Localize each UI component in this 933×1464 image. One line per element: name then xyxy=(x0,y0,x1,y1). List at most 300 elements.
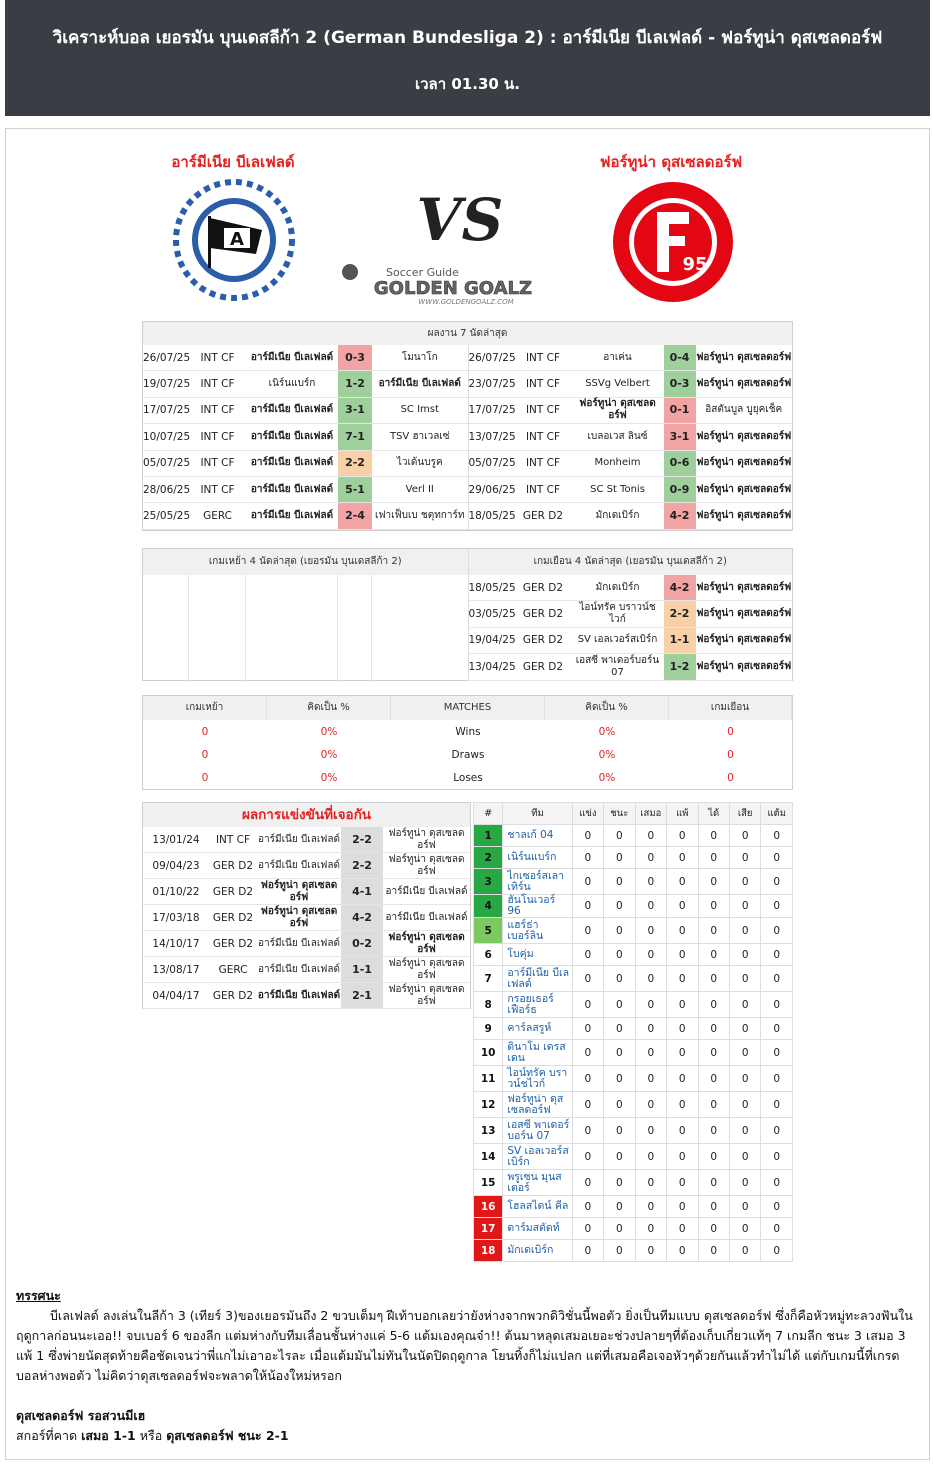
h2h-date: 13/08/17 xyxy=(152,963,200,976)
h2h-row xyxy=(143,879,470,905)
match-competition: INT CF xyxy=(200,457,235,470)
match-team1: SSVg Velbert xyxy=(585,378,650,390)
home-logo-letter: A xyxy=(230,229,244,250)
match-date: 03/05/25 xyxy=(468,608,516,621)
standings-stat: 0 xyxy=(761,1066,793,1092)
standings-position: 15 xyxy=(474,1170,503,1196)
match-date: 05/07/25 xyxy=(143,457,191,470)
standings-team-link[interactable]: ไอน์ทรัค บราวน์ชไวก์ xyxy=(503,1066,572,1092)
standings-col-header: แต้ม xyxy=(761,803,793,825)
match-date: 10/07/25 xyxy=(143,430,191,443)
standings-stat: 0 xyxy=(729,825,760,847)
standings-stat: 0 xyxy=(604,847,635,869)
h2h-row xyxy=(143,853,470,879)
standings-team-link[interactable]: ฟอร์ทูน่า ดุสเซลดอร์ฟ xyxy=(503,1092,572,1118)
standings-stat: 0 xyxy=(761,1218,793,1240)
match-team2: ฟอร์ทูน่า ดุสเซลดอร์ฟ xyxy=(696,608,792,620)
standings-stat: 0 xyxy=(698,1170,729,1196)
standings-team-link[interactable]: ดาร์มสตัดท์ xyxy=(503,1218,572,1240)
standings-stat: 0 xyxy=(635,944,666,966)
h2h-team1: อาร์มีเนีย บีเลเฟลด์ xyxy=(258,937,340,949)
standings-team-link[interactable]: ชาลเก้ 04 xyxy=(503,825,572,847)
standings-stat: 0 xyxy=(572,895,603,918)
standings-stat: 0 xyxy=(635,918,666,944)
h2h-team2: ฟอร์ทูน่า ดุสเซลดอร์ฟ xyxy=(388,853,465,877)
match-row xyxy=(469,575,793,601)
match-date: 26/07/25 xyxy=(468,351,516,364)
match-competition: INT CF xyxy=(525,430,561,443)
standings-stat: 0 xyxy=(572,1066,603,1092)
standings-stat: 0 xyxy=(698,944,729,966)
vs-text: VS xyxy=(416,188,504,248)
standings-stat: 0 xyxy=(667,1240,698,1262)
standings-stat: 0 xyxy=(761,825,793,847)
standings-row xyxy=(474,1144,793,1170)
match-date: 17/07/25 xyxy=(468,404,516,417)
stats-col-header: คิดเป็น % xyxy=(267,696,391,720)
standings-stat: 0 xyxy=(698,1240,729,1262)
match-team2: SC Imst xyxy=(400,404,439,416)
standings-stat: 0 xyxy=(698,992,729,1018)
standings-stat: 0 xyxy=(729,918,760,944)
standings-row xyxy=(474,1170,793,1196)
match-team1: Monheim xyxy=(594,457,641,469)
stats-row xyxy=(143,766,792,789)
standings-stat: 0 xyxy=(729,1170,760,1196)
h2h-date: 17/03/18 xyxy=(152,911,200,924)
standings-stat: 0 xyxy=(604,966,635,992)
match-score: 1-1 xyxy=(664,628,696,653)
h2h-title: ผลการแข่งขันที่เจอกัน xyxy=(143,803,470,827)
match-team1: อาเค่น xyxy=(603,351,632,363)
stats-row xyxy=(143,743,792,766)
standings-col-header: # xyxy=(474,803,503,825)
match-row xyxy=(469,601,793,627)
standings-col-header: ได้ xyxy=(698,803,729,825)
kickoff-time: เวลา 01.30 น. xyxy=(414,75,520,93)
standings-stat: 0 xyxy=(761,895,793,918)
stats-hp: 0% xyxy=(320,748,338,761)
standings-stat: 0 xyxy=(729,1018,760,1040)
match-row xyxy=(469,628,793,654)
standings-stat: 0 xyxy=(604,1040,635,1066)
h2h-panel xyxy=(142,802,471,1009)
standings-position: 2 xyxy=(474,847,503,869)
standings-team-link[interactable]: คาร์ลสรูห์ xyxy=(503,1018,572,1040)
match-score: 0-4 xyxy=(664,345,696,370)
match-competition: GER D2 xyxy=(522,608,564,621)
last7-panel xyxy=(142,321,793,531)
standings-stat: 0 xyxy=(667,992,698,1018)
h2h-team1: อาร์มีเนีย บีเลเฟลด์ xyxy=(257,989,341,1001)
vs-badge xyxy=(410,188,510,248)
analysis-body: บีเลเฟลด์ ลงเล่นในลีก้า 3 (เทียร์ 3)ของเยอรมันถึง 2 ขวบเต็มๆ ฝีเท้าบอกเลยว่ายังห่างจากพวกดิวิชั่นนี้พอตัว ยิ่งเป็นทีมแบบ ดุสเซลดอร์ฟ ซึ่งก็คือหัวหมู่ทะลวงฟันในฤดูกาลก่อนนะเออ!! จบเบอร์ 6 ของลีก แต่มห่างกับทีมเลื่อนชั้นห่างแค่ 5-6 แต้มเองคุณจ๋า!! ต้นมาหลุดเสมอเยอะช่วงปลายๆที่ต้องเก็บเกี่ยวแท้ๆ 7 เกมลีก ชนะ 3 เสมอ 3 แพ้ 1 ซึ่งพ่ายนัดสุดท้ายคือชัดเจนว่าพี่แกไม่เอาอะไรละ เมื่อแต้มมันไม่ทันในนัดปิดฤดูกาล โยนทิ้งก็ไม่แปลก แต่ที่เสมอคือเจอหัวๆด้วยกันแล้วทำไม่ได้ แต่กับเกมนี้ที่เกรดบอลห่างพอตัว ไม่คิดว่าดุสเซลดอร์ฟจะพลาดให้น้องใหม่หรอก xyxy=(16,1308,913,1383)
standings-stat: 0 xyxy=(761,944,793,966)
match-team2: ฟอร์ทูน่า ดุสเซลดอร์ฟ xyxy=(696,634,792,646)
match-competition: INT CF xyxy=(200,483,235,496)
standings-stat: 0 xyxy=(729,847,760,869)
match-date: 18/05/25 xyxy=(468,510,516,523)
standings-stat: 0 xyxy=(635,1040,666,1066)
match-row xyxy=(469,503,793,529)
h2h-score: 1-1 xyxy=(341,957,383,982)
standings-stat: 0 xyxy=(698,1092,729,1118)
away-team-logo xyxy=(609,180,737,304)
match-competition: INT CF xyxy=(525,378,561,391)
standings-table xyxy=(473,802,793,1262)
standings-team-link[interactable]: เนิร์นแบร์ก xyxy=(503,847,572,869)
standings-stat: 0 xyxy=(761,966,793,992)
match-row xyxy=(143,424,468,450)
match-team1: อาร์มีเนีย บีเลเฟลด์ xyxy=(250,457,334,469)
standings-position: 3 xyxy=(474,869,503,895)
standings-stat: 0 xyxy=(572,1218,603,1240)
h2h-score: 2-2 xyxy=(341,853,383,878)
standings-stat: 0 xyxy=(572,1092,603,1118)
standings-col-header: แพ้ xyxy=(667,803,698,825)
standings-team-link[interactable]: โบคุ่ม xyxy=(503,944,572,966)
match-row xyxy=(469,398,793,424)
standings-stat: 0 xyxy=(729,944,760,966)
match-team1: SC St Tonis xyxy=(590,483,645,495)
standings-stat: 0 xyxy=(698,869,729,895)
home-team-name: อาร์มีเนีย บีเลเฟลด์ xyxy=(171,153,295,171)
h2h-date: 13/01/24 xyxy=(152,833,200,846)
analysis-heading: ทรรศนะ xyxy=(16,1288,61,1303)
h2h-date: 04/04/17 xyxy=(152,989,200,1002)
h2h-date: 01/10/22 xyxy=(152,885,200,898)
match-team2: อาร์มีเนีย บีเลเฟลด์ xyxy=(378,378,461,390)
match-row xyxy=(143,371,468,397)
standings-stat: 0 xyxy=(572,944,603,966)
h2h-row xyxy=(143,931,470,957)
standings-stat: 0 xyxy=(572,992,603,1018)
stats-hp: 0% xyxy=(320,725,338,738)
standings-stat: 0 xyxy=(667,847,698,869)
match-team1: อาร์มีเนีย บีเลเฟลด์ xyxy=(250,404,334,416)
last4-home-title: เกมเหย้า 4 นัดล่าสุด (เยอรมัน บุนเดสลีก้า 2) xyxy=(143,549,469,575)
standings-position: 10 xyxy=(474,1040,503,1066)
match-date: 19/04/25 xyxy=(468,634,516,647)
match-score: 0-3 xyxy=(338,345,372,370)
match-row xyxy=(143,398,468,424)
page-title: วิเคราะห์บอล เยอรมัน บุนเดสลีก้า 2 (German Bundesliga 2) : อาร์มีเนีย บีเลเฟลด์ - ฟอร์ทูน่า ดุสเซลดอร์ฟ xyxy=(52,28,883,48)
standings-row xyxy=(474,825,793,847)
stats-h: 0 xyxy=(201,748,209,761)
standings-stat: 0 xyxy=(761,847,793,869)
h2h-team1: ฟอร์ทูน่า ดุสเซลดอร์ฟ xyxy=(260,905,338,929)
standings-stat: 0 xyxy=(667,944,698,966)
standings-stat: 0 xyxy=(667,869,698,895)
standings-stat: 0 xyxy=(604,895,635,918)
standings-stat: 0 xyxy=(761,992,793,1018)
standings-stat: 0 xyxy=(604,1018,635,1040)
match-row xyxy=(469,654,793,680)
stats-label: Draws xyxy=(451,748,485,761)
match-team2: Verl II xyxy=(405,483,434,495)
standings-row xyxy=(474,1218,793,1240)
standings-team-link[interactable]: กรอยเธอร์ เฟือร์ธ xyxy=(503,992,572,1018)
standings-stat: 0 xyxy=(667,1218,698,1240)
standings-team-link[interactable]: โฮลสไตน์ คีล xyxy=(503,1196,572,1218)
standings-position: 5 xyxy=(474,918,503,944)
standings-stat: 0 xyxy=(635,869,666,895)
away-team-name: ฟอร์ทูน่า ดุสเซลดอร์ฟ xyxy=(599,153,743,171)
standings-team-link[interactable]: เอสซี พาเดอร์บอร์น 07 xyxy=(503,1118,572,1144)
standings-team-link[interactable]: แฮร์ธ่า เบอร์ลิน xyxy=(503,918,572,944)
standings-stat: 0 xyxy=(572,869,603,895)
standings-row xyxy=(474,1018,793,1040)
h2h-team2: ฟอร์ทูน่า ดุสเซลดอร์ฟ xyxy=(388,957,465,981)
match-competition: GERC xyxy=(203,510,232,523)
h2h-competition: GER D2 xyxy=(212,989,254,1002)
last7-title: ผลงาน 7 นัดล่าสุด xyxy=(143,322,792,345)
match-date: 28/06/25 xyxy=(143,483,191,496)
standings-stat: 0 xyxy=(761,1118,793,1144)
h2h-team2: อาร์มีเนีย บีเลเฟลด์ xyxy=(385,885,468,897)
last4-panel xyxy=(142,548,793,681)
standings-team-link[interactable]: มักเดเบิร์ก xyxy=(503,1240,572,1262)
watermark-logo xyxy=(336,260,570,306)
standings-stat: 0 xyxy=(572,966,603,992)
match-score: 0-1 xyxy=(664,398,696,423)
standings-team-link[interactable]: SV เอลเวอร์สเบิร์ก xyxy=(503,1144,572,1170)
match-team2: ไวเด้นบรูค xyxy=(396,457,443,469)
stats-label: Loses xyxy=(453,771,483,784)
standings-stat: 0 xyxy=(761,1240,793,1262)
standings-stat: 0 xyxy=(604,944,635,966)
standings-stat: 0 xyxy=(604,918,635,944)
predicted-score-b: ดุสเซลดอร์ฟ ชนะ 2-1 xyxy=(166,1428,289,1443)
standings-stat: 0 xyxy=(604,1144,635,1170)
standings-stat: 0 xyxy=(761,1092,793,1118)
standings-stat: 0 xyxy=(635,1170,666,1196)
standings-stat: 0 xyxy=(729,1218,760,1240)
match-team2: ฟอร์ทูน่า ดุสเซลดอร์ฟ xyxy=(696,351,792,363)
standings-stat: 0 xyxy=(729,1118,760,1144)
match-team2: อิสตันบูล บูยุคเช็ค xyxy=(705,404,783,416)
watermark-main: GOLDEN GOALZ xyxy=(373,278,533,299)
standings-stat: 0 xyxy=(729,1144,760,1170)
standings-col-header: เสมอ xyxy=(635,803,666,825)
standings-team-link[interactable]: ไกเซอร์สเลาเทิร์น xyxy=(503,869,572,895)
standings-col-header: ทีม xyxy=(503,803,572,825)
predicted-score-label: สกอร์ที่คาด xyxy=(16,1428,78,1443)
match-team1: อาร์มีเนีย บีเลเฟลด์ xyxy=(250,351,334,363)
match-team2: TSV ฮาเวลเซ่ xyxy=(389,430,450,442)
standings-stat: 0 xyxy=(635,1144,666,1170)
match-score: 2-2 xyxy=(664,601,696,626)
standings-stat: 0 xyxy=(698,918,729,944)
predicted-score-a: เสมอ 1-1 xyxy=(81,1428,136,1443)
standings-stat: 0 xyxy=(761,1196,793,1218)
match-score: 0-3 xyxy=(664,371,696,396)
standings-col-header: ชนะ xyxy=(604,803,635,825)
standings-position: 13 xyxy=(474,1118,503,1144)
h2h-team2: ฟอร์ทูน่า ดุสเซลดอร์ฟ xyxy=(388,931,465,955)
h2h-score: 2-2 xyxy=(341,827,383,852)
last4-home-list xyxy=(143,575,469,681)
standings-row xyxy=(474,869,793,895)
match-team1: มักเดเบิร์ก xyxy=(595,581,640,593)
standings-stat: 0 xyxy=(635,1240,666,1262)
stats-a: 0 xyxy=(727,725,734,738)
standings-row xyxy=(474,895,793,918)
h2h-team2: อาร์มีเนีย บีเลเฟลด์ xyxy=(385,911,468,923)
match-row xyxy=(143,345,468,371)
standings-stat: 0 xyxy=(635,966,666,992)
match-score: 4-2 xyxy=(664,575,696,600)
h2h-competition: INT CF xyxy=(215,833,251,846)
standings-row xyxy=(474,1066,793,1092)
standings-team-link[interactable]: ฮันโนเวอร์ 96 xyxy=(503,895,572,918)
standings-row xyxy=(474,847,793,869)
standings-stat: 0 xyxy=(761,1170,793,1196)
match-team1: ฟอร์ทูน่า ดุสเซลดอร์ฟ xyxy=(579,398,656,422)
stats-a: 0 xyxy=(727,771,734,784)
h2h-team1: อาร์มีเนีย บีเลเฟลด์ xyxy=(258,963,340,975)
h2h-team1: ฟอร์ทูน่า ดุสเซลดอร์ฟ xyxy=(260,879,338,903)
home-team-logo xyxy=(172,178,296,302)
standings-stat: 0 xyxy=(572,918,603,944)
standings-stat: 0 xyxy=(698,1018,729,1040)
standings-team-link[interactable]: ดินาโม เดรสเดน xyxy=(503,1040,572,1066)
last7-away-list xyxy=(469,345,793,530)
match-team2: ฟอร์ทูน่า ดุสเซลดอร์ฟ xyxy=(696,457,792,469)
standings-stat: 0 xyxy=(604,1196,635,1218)
standings-stat: 0 xyxy=(761,1040,793,1066)
standings-position: 16 xyxy=(474,1196,503,1218)
standings-stat: 0 xyxy=(698,1118,729,1144)
match-score: 2-4 xyxy=(338,503,372,528)
match-competition: INT CF xyxy=(525,404,561,417)
standings-stat: 0 xyxy=(729,1240,760,1262)
standings-team-link[interactable]: อาร์มีเนีย บีเลเฟลด์ xyxy=(503,966,572,992)
stats-a: 0 xyxy=(727,748,734,761)
match-score: 7-1 xyxy=(338,424,372,449)
standings-stat: 0 xyxy=(698,966,729,992)
match-row xyxy=(143,503,468,529)
match-score: 2-2 xyxy=(338,451,372,476)
match-competition: GER D2 xyxy=(522,581,564,594)
standings-position: 4 xyxy=(474,895,503,918)
standings-stat: 0 xyxy=(635,1092,666,1118)
standings-position: 7 xyxy=(474,966,503,992)
standings-stat: 0 xyxy=(729,1196,760,1218)
standings-stat: 0 xyxy=(667,1144,698,1170)
match-date: 05/07/25 xyxy=(468,457,516,470)
match-score: 1-2 xyxy=(338,371,372,396)
standings-stat: 0 xyxy=(572,1040,603,1066)
standings-stat: 0 xyxy=(635,1018,666,1040)
standings-stat: 0 xyxy=(729,1066,760,1092)
match-date: 13/04/25 xyxy=(468,660,516,673)
standings-stat: 0 xyxy=(604,1240,635,1262)
match-row xyxy=(143,451,468,477)
h2h-team1: อาร์มีเนีย บีเลเฟลด์ xyxy=(258,833,340,845)
standings-stat: 0 xyxy=(635,895,666,918)
standings-stat: 0 xyxy=(667,825,698,847)
match-competition: INT CF xyxy=(200,430,235,443)
standings-team-link[interactable]: พรูเซน มุนสเตอร์ xyxy=(503,1170,572,1196)
standings-stat: 0 xyxy=(572,1144,603,1170)
standings-stat: 0 xyxy=(698,1144,729,1170)
stats-col-header: เกมเหย้า xyxy=(143,696,267,720)
h2h-team1: อาร์มีเนีย บีเลเฟลด์ xyxy=(258,859,340,871)
match-date: 19/07/25 xyxy=(143,378,191,391)
standings-stat: 0 xyxy=(604,869,635,895)
match-date: 17/07/25 xyxy=(143,404,191,417)
match-team1: เอสซี พาเดอร์บอร์น 07 xyxy=(575,654,660,678)
match-team2: ฟอร์ทูน่า ดุสเซลดอร์ฟ xyxy=(696,510,792,522)
standings-stat: 0 xyxy=(698,1218,729,1240)
standings-stat: 0 xyxy=(572,1018,603,1040)
match-competition: INT CF xyxy=(200,378,235,391)
match-score: 3-1 xyxy=(338,398,372,423)
match-competition: GER D2 xyxy=(522,634,564,647)
analysis-pick: ดุสเซลดอร์ฟ รอสวนมีเฮ xyxy=(16,1408,146,1423)
standings-stat: 0 xyxy=(635,1066,666,1092)
stats-ap: 0% xyxy=(598,748,616,761)
match-score: 0-6 xyxy=(664,451,696,476)
standings-stat: 0 xyxy=(604,1218,635,1240)
match-competition: INT CF xyxy=(200,351,235,364)
standings-stat: 0 xyxy=(729,895,760,918)
standings-stat: 0 xyxy=(729,966,760,992)
standings-stat: 0 xyxy=(761,1018,793,1040)
h2h-competition: GER D2 xyxy=(212,911,254,924)
stats-h: 0 xyxy=(201,771,209,784)
standings-position: 6 xyxy=(474,944,503,966)
standings-stat: 0 xyxy=(761,869,793,895)
last4-away-list xyxy=(469,575,793,681)
standings-stat: 0 xyxy=(572,1196,603,1218)
standings-stat: 0 xyxy=(635,1196,666,1218)
stats-h: 0 xyxy=(201,725,209,738)
stats-label: Wins xyxy=(455,725,481,738)
match-score: 1-2 xyxy=(664,654,696,679)
h2h-score: 4-1 xyxy=(341,879,383,904)
standings-col-header: แข่ง xyxy=(572,803,603,825)
stats-col-header: MATCHES xyxy=(391,696,545,720)
standings-stat: 0 xyxy=(572,1118,603,1144)
match-team1: อาร์มีเนีย บีเลเฟลด์ xyxy=(250,430,334,442)
h2h-competition: GERC xyxy=(218,963,248,976)
match-team2: โมนาโก xyxy=(401,351,438,363)
match-team1: อาร์มีเนีย บีเลเฟลด์ xyxy=(250,510,334,522)
h2h-team2: ฟอร์ทูน่า ดุสเซลดอร์ฟ xyxy=(388,827,465,851)
h2h-score: 2-1 xyxy=(341,983,383,1008)
match-team1: เบลอเวส ลินซ์ xyxy=(587,430,648,442)
match-team2: ฟอร์ทูน่า ดุสเซลดอร์ฟ xyxy=(696,378,792,390)
match-row xyxy=(469,424,793,450)
standings-stat: 0 xyxy=(635,992,666,1018)
standings-stat: 0 xyxy=(667,1118,698,1144)
standings-stat: 0 xyxy=(604,992,635,1018)
match-date: 18/05/25 xyxy=(468,581,516,594)
standings-col-header: เสีย xyxy=(729,803,760,825)
standings-position: 8 xyxy=(474,992,503,1018)
standings-position: 17 xyxy=(474,1218,503,1240)
h2h-score: 0-2 xyxy=(341,931,383,956)
stats-hp: 0% xyxy=(320,771,338,784)
standings-stat: 0 xyxy=(572,1240,603,1262)
match-row xyxy=(469,345,793,371)
stats-row xyxy=(143,720,792,743)
standings-stat: 0 xyxy=(667,918,698,944)
match-date: 29/06/25 xyxy=(468,483,516,496)
stats-panel xyxy=(142,695,793,790)
